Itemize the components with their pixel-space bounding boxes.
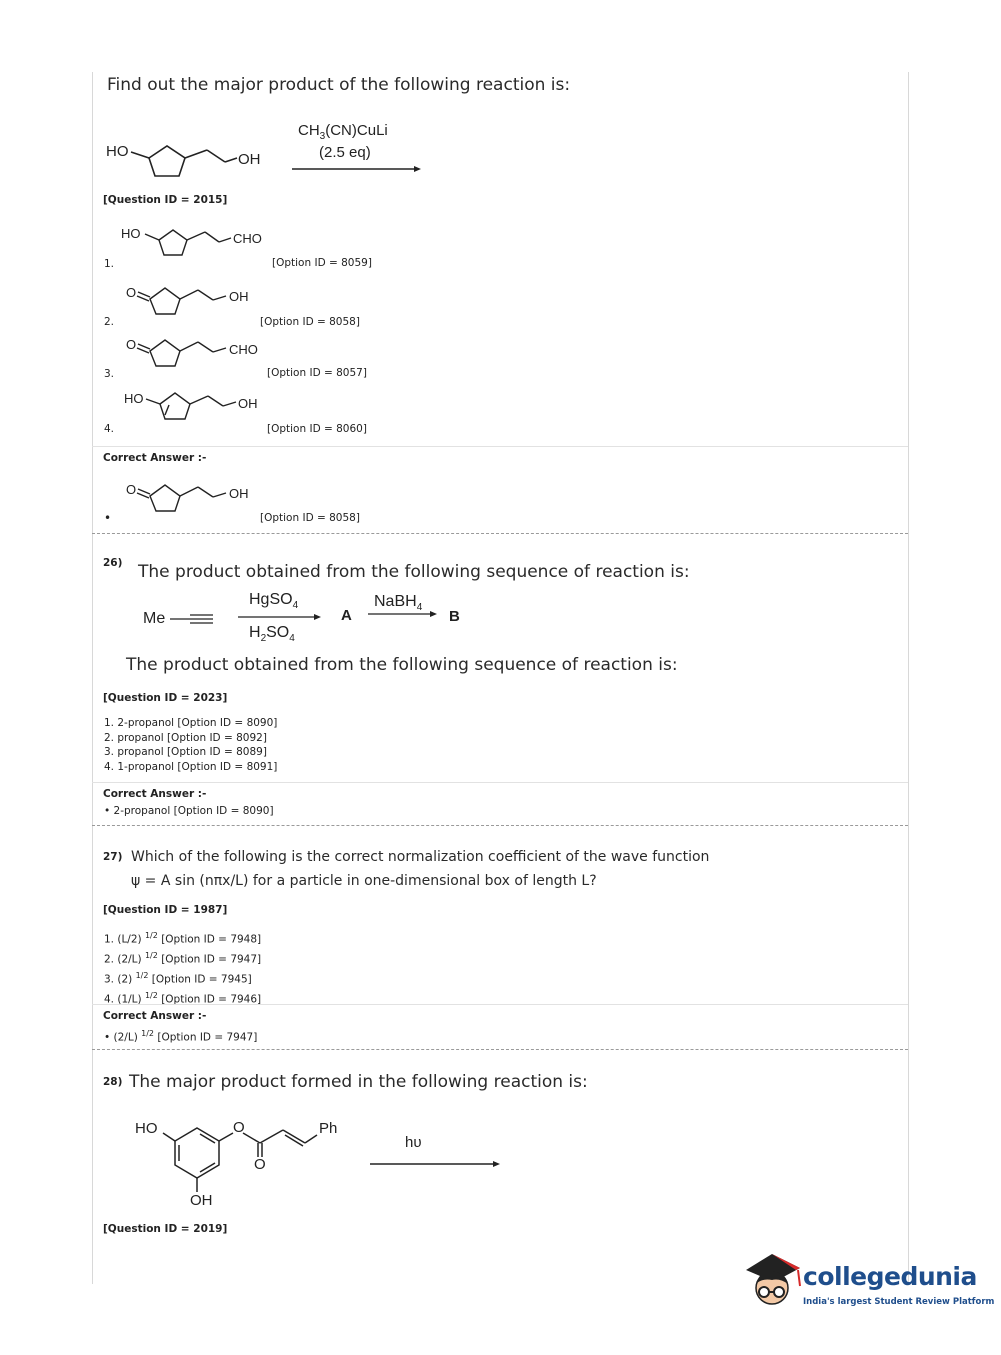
q27-correct-label: Correct Answer :- (103, 1010, 207, 1022)
q25-reactant-ho: HO (106, 143, 129, 160)
q25-opt4-right: OH (238, 396, 258, 411)
q25-question-id: [Question ID = 2015] (103, 194, 228, 206)
q26-correct-text: 2-propanol [Option ID = 8090] (113, 805, 274, 817)
q28-question: The major product formed in the following reaction is: (129, 1072, 588, 1092)
q28-o-ester: O (233, 1119, 245, 1136)
q25-opt4-id: [Option ID = 8060] (267, 423, 367, 435)
q27-option-4-id: [Option ID = 7946] (161, 993, 262, 1006)
q25-reagent-line1: $CH_3(CN)CuLi$ (298, 122, 388, 142)
q27-option-3-exp: 1/2 (135, 971, 149, 980)
q25-correct-bullet: • (104, 511, 112, 525)
q25-opt3-number: 3. (104, 368, 115, 380)
q28-number: 28) (103, 1076, 123, 1088)
q26-reagent-top: HgSO$_4$ (249, 591, 299, 612)
q25-opt3-id: [Option ID = 8057] (267, 367, 367, 379)
q26-question-repeat: The product obtained from the following sequence of reaction is: (126, 655, 678, 675)
q27-option-1-id: [Option ID = 7948] (161, 933, 262, 946)
q27-option-2-id: [Option ID = 7947] (161, 953, 262, 966)
q27-correct-id: [Option ID = 7947] (157, 1031, 258, 1044)
brand-tagline: India's largest Student Review Platform (803, 1297, 995, 1307)
q25-opt1-left: HO (121, 226, 141, 241)
q26-reagent-bottom: $H_2SO_4$ (249, 624, 295, 645)
q25-opt1-id: [Option ID = 8059] (272, 257, 372, 269)
q27-correct-exp: 1/2 (141, 1029, 155, 1038)
q25-opt4-number: 4. (104, 423, 115, 435)
q25-opt1-number: 1. (104, 258, 115, 270)
q28-ph: Ph (319, 1120, 338, 1137)
q28-reagent: hυ (405, 1134, 422, 1151)
q27-correct-bullet: • (104, 1031, 114, 1044)
q25-opt4-left: HO (124, 391, 144, 406)
q25-opt2-id: [Option ID = 8058] (260, 316, 360, 328)
q27-option-1-exp: 1/2 (144, 931, 158, 940)
q26-product-b: B (449, 608, 460, 625)
q27-question-line2: ψ = A sin (nπx/L) for a particle in one-dimensional box of length L? (131, 873, 597, 889)
q27-option-4-exp: 1/2 (144, 991, 158, 1000)
q27-option-1-base: 1. (L/2) (104, 933, 142, 946)
q26-option-1: 1. 2-propanol [Option ID = 8090] (104, 717, 278, 729)
q26-question: The product obtained from the following sequence of reaction is: (138, 562, 690, 582)
q26-number: 26) (103, 557, 123, 569)
q28-o-carbonyl: O (254, 1156, 266, 1173)
q27-option-4-base: 4. (1/L) (104, 993, 142, 1006)
q27-question-line1: Which of the following is the correct normalization coefficient of the wave function (131, 849, 710, 865)
q26-option-4: 4. 1-propanol [Option ID = 8091] (104, 760, 278, 773)
q26-option-3: 3. propanol [Option ID = 8089] (104, 746, 267, 758)
q25-correct-label: Correct Answer :- (103, 452, 207, 464)
q26-reagent2: NaBH$_4$ (374, 593, 423, 614)
q25-opt3-right: CHO (229, 342, 258, 357)
q28-question-id: [Question ID = 2019] (103, 1223, 228, 1235)
q27-option-2-base: 2. (2/L) (104, 953, 142, 966)
q28-ho: HO (135, 1120, 158, 1137)
q25-opt2-right: OH (229, 289, 249, 304)
q27-option-3-id: [Option ID = 7945] (151, 973, 252, 986)
q27-option-3-base: 3. (2) (104, 973, 133, 986)
q27-number: 27) (103, 851, 123, 863)
q26-start-me: Me (143, 610, 166, 627)
q26-correct-bullet: • (104, 805, 114, 817)
brand-name: collegedunia (803, 1262, 977, 1291)
q27-question-id: [Question ID = 1987] (103, 904, 228, 916)
collegedunia-logo-mascot (742, 1248, 804, 1312)
q26-question-id: [Question ID = 2023] (103, 692, 228, 704)
q25-opt2-number: 2. (104, 316, 115, 328)
q25-question: Find out the major product of the following reaction is: (107, 75, 571, 95)
q25-reactant-oh: OH (238, 151, 261, 168)
q26-correct-label: Correct Answer :- (103, 788, 207, 800)
q25-correct-right: OH (229, 486, 249, 501)
q25-opt1-right: CHO (233, 231, 262, 246)
q28-oh: OH (190, 1192, 213, 1209)
q26-option-2: 2. propanol [Option ID = 8092] (104, 731, 267, 744)
q25-reagent-line2: (2.5 eq) (319, 144, 371, 161)
q26-product-a: A (341, 607, 352, 624)
q25-correct-left: O (126, 482, 137, 497)
q27-correct-base: (2/L) (113, 1031, 138, 1044)
q25-opt2-left: O (126, 285, 137, 300)
q25-correct-id: [Option ID = 8058] (260, 512, 360, 524)
q25-opt3-left: O (126, 337, 137, 352)
q27-option-2-exp: 1/2 (144, 951, 158, 960)
